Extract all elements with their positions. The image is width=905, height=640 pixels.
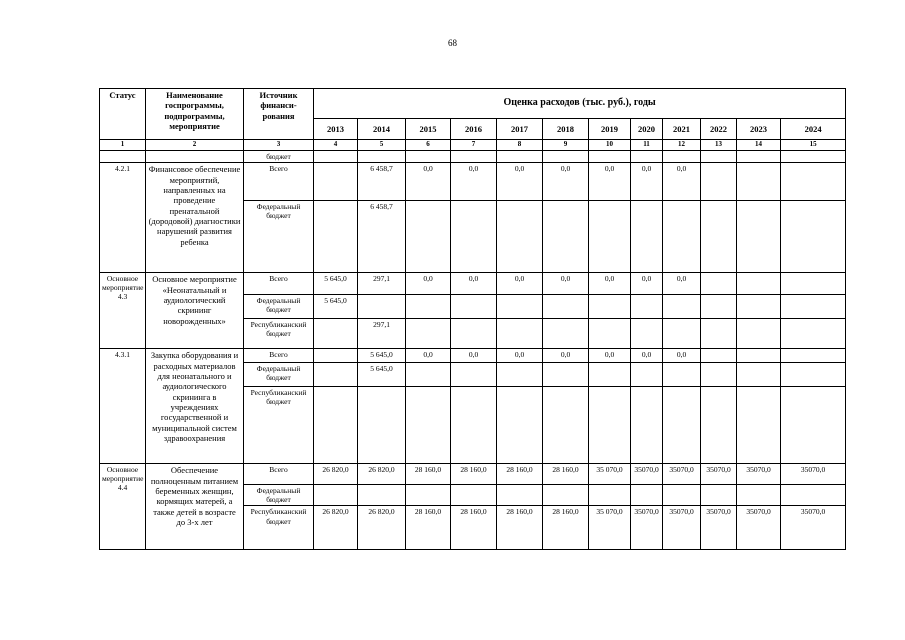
name-cell: Основное мероприятие «Неонатальный и аудиологический скрининг новорожденных» <box>146 273 244 349</box>
expense-table <box>99 88 846 550</box>
name-cell: Финансовое обеспечение мероприятий, направленных на проведение пренатальной (дородовой) диагностики нарушений развития ребенка <box>146 163 244 273</box>
value-cell: 0,0 <box>497 349 543 363</box>
value-cell <box>701 363 737 387</box>
value-cell <box>314 201 358 273</box>
status-cell: Основное мероприятие 4.4 <box>100 464 146 550</box>
column-number: 3 <box>244 140 314 151</box>
source-cell: Всего <box>244 163 314 201</box>
source-cell: Всего <box>244 464 314 485</box>
column-number: 9 <box>543 140 589 151</box>
value-cell <box>451 363 497 387</box>
value-cell <box>543 363 589 387</box>
value-cell <box>314 349 358 363</box>
value-cell: 297,1 <box>358 319 406 349</box>
status-cell: 4.2.1 <box>100 163 146 273</box>
column-number: 11 <box>631 140 663 151</box>
cont-status-cell <box>100 151 146 163</box>
value-cell <box>663 387 701 464</box>
value-cell <box>497 295 543 319</box>
cont-source-cell: бюджет <box>244 151 314 163</box>
value-cell <box>314 485 358 506</box>
value-cell: 35 070,0 <box>589 506 631 550</box>
table-body <box>100 89 846 550</box>
value-cell <box>406 319 451 349</box>
value-cell <box>631 387 663 464</box>
source-cell: Федеральный бюджет <box>244 201 314 273</box>
value-cell: 0,0 <box>406 349 451 363</box>
header-row <box>100 89 846 119</box>
value-cell <box>406 201 451 273</box>
value-cell: 28 160,0 <box>406 506 451 550</box>
value-cell <box>701 485 737 506</box>
column-number: 2 <box>146 140 244 151</box>
value-cell: 35070,0 <box>663 506 701 550</box>
value-cell <box>737 363 781 387</box>
value-cell: 35070,0 <box>631 506 663 550</box>
value-cell: 6 458,7 <box>358 163 406 201</box>
value-cell <box>543 485 589 506</box>
value-cell <box>451 319 497 349</box>
value-cell <box>497 201 543 273</box>
source-cell: Федеральный бюджет <box>244 363 314 387</box>
table-row <box>100 163 846 201</box>
column-number: 6 <box>406 140 451 151</box>
value-cell <box>543 295 589 319</box>
value-cell <box>781 273 846 295</box>
source-cell: Федеральный бюджет <box>244 485 314 506</box>
value-cell: 5 645,0 <box>314 295 358 319</box>
header-status: Статус <box>100 89 146 140</box>
value-cell <box>701 163 737 201</box>
value-cell: 35 070,0 <box>589 464 631 485</box>
value-cell: 35070,0 <box>737 464 781 485</box>
header-estimate: Оценка расходов (тыс. руб.), годы <box>314 89 846 119</box>
value-cell <box>497 363 543 387</box>
value-cell <box>737 349 781 363</box>
value-cell: 28 160,0 <box>406 464 451 485</box>
value-cell: 0,0 <box>451 163 497 201</box>
value-cell <box>451 485 497 506</box>
value-cell: 0,0 <box>406 273 451 295</box>
value-cell: 0,0 <box>451 349 497 363</box>
year-header: 2022 <box>701 119 737 140</box>
value-cell <box>737 163 781 201</box>
value-cell: 26 820,0 <box>314 506 358 550</box>
header-name: Наименование госпрограммы, подпрограммы, мероприятие <box>146 89 244 140</box>
value-cell <box>737 201 781 273</box>
value-cell <box>497 319 543 349</box>
year-header: 2013 <box>314 119 358 140</box>
value-cell: 35070,0 <box>631 464 663 485</box>
value-cell: 0,0 <box>631 273 663 295</box>
year-header: 2017 <box>497 119 543 140</box>
value-cell: 26 820,0 <box>358 506 406 550</box>
name-cell: Закупка оборудования и расходных материалов для неонатального и аудиологического скрининга в учреждениях государственной и муниципальной систем здравоохранения <box>146 349 244 464</box>
value-cell: 0,0 <box>631 163 663 201</box>
source-cell: Федеральный бюджет <box>244 295 314 319</box>
continuation-row <box>100 151 846 163</box>
column-number: 12 <box>663 140 701 151</box>
column-number: 7 <box>451 140 497 151</box>
value-cell: 0,0 <box>631 349 663 363</box>
value-cell <box>543 319 589 349</box>
value-cell <box>589 485 631 506</box>
value-cell: 0,0 <box>663 163 701 201</box>
source-cell: Всего <box>244 273 314 295</box>
value-cell: 0,0 <box>589 349 631 363</box>
value-cell: 5 645,0 <box>358 349 406 363</box>
value-cell <box>781 387 846 464</box>
year-header: 2015 <box>406 119 451 140</box>
value-cell <box>589 319 631 349</box>
value-cell: 35070,0 <box>737 506 781 550</box>
value-cell <box>589 201 631 273</box>
table-row <box>100 349 846 363</box>
value-cell <box>589 387 631 464</box>
value-cell <box>737 273 781 295</box>
value-cell <box>497 485 543 506</box>
column-number: 14 <box>737 140 781 151</box>
value-cell: 0,0 <box>589 273 631 295</box>
value-cell <box>314 319 358 349</box>
value-cell <box>663 363 701 387</box>
value-cell <box>781 295 846 319</box>
column-number: 8 <box>497 140 543 151</box>
value-cell <box>701 387 737 464</box>
value-cell <box>737 485 781 506</box>
value-cell <box>543 387 589 464</box>
page-number: 68 <box>448 38 457 48</box>
value-cell <box>406 295 451 319</box>
value-cell <box>358 485 406 506</box>
value-cell <box>631 319 663 349</box>
value-cell <box>406 387 451 464</box>
value-cell: 5 645,0 <box>314 273 358 295</box>
source-cell: Республиканский бюджет <box>244 387 314 464</box>
value-cell <box>781 363 846 387</box>
value-cell <box>451 387 497 464</box>
column-numbers-row <box>100 140 846 151</box>
value-cell: 28 160,0 <box>497 464 543 485</box>
value-cell <box>701 201 737 273</box>
table-row <box>100 464 846 485</box>
column-number: 10 <box>589 140 631 151</box>
expense-table-wrapper <box>99 88 845 550</box>
value-cell: 0,0 <box>406 163 451 201</box>
year-header: 2024 <box>781 119 846 140</box>
year-header: 2014 <box>358 119 406 140</box>
value-cell: 28 160,0 <box>451 506 497 550</box>
value-cell <box>781 349 846 363</box>
value-cell <box>358 295 406 319</box>
value-cell <box>543 201 589 273</box>
header-source: Источник финанси-рования <box>244 89 314 140</box>
value-cell: 5 645,0 <box>358 363 406 387</box>
name-cell: Обеспечение полноценным питанием беременных женщин, кормящих матерей, а также детей в возрасте до 3-х лет <box>146 464 244 550</box>
value-cell <box>737 295 781 319</box>
year-header: 2018 <box>543 119 589 140</box>
year-header: 2016 <box>451 119 497 140</box>
value-cell <box>314 163 358 201</box>
table-row <box>100 273 846 295</box>
year-header: 2020 <box>631 119 663 140</box>
value-cell <box>663 485 701 506</box>
value-cell <box>451 295 497 319</box>
year-header: 2019 <box>589 119 631 140</box>
value-cell <box>631 201 663 273</box>
column-number: 1 <box>100 140 146 151</box>
value-cell: 28 160,0 <box>451 464 497 485</box>
value-cell: 26 820,0 <box>358 464 406 485</box>
value-cell: 0,0 <box>543 349 589 363</box>
source-cell: Всего <box>244 349 314 363</box>
value-cell: 297,1 <box>358 273 406 295</box>
cont-name-cell <box>146 151 244 163</box>
value-cell <box>663 295 701 319</box>
value-cell <box>314 387 358 464</box>
value-cell <box>497 387 543 464</box>
value-cell <box>663 319 701 349</box>
value-cell <box>406 363 451 387</box>
value-cell: 0,0 <box>451 273 497 295</box>
value-cell <box>358 387 406 464</box>
value-cell <box>663 201 701 273</box>
value-cell: 0,0 <box>589 163 631 201</box>
value-cell: 0,0 <box>497 273 543 295</box>
value-cell: 35070,0 <box>701 506 737 550</box>
value-cell <box>406 485 451 506</box>
value-cell <box>701 295 737 319</box>
value-cell <box>781 485 846 506</box>
value-cell <box>631 295 663 319</box>
column-number: 13 <box>701 140 737 151</box>
column-number: 4 <box>314 140 358 151</box>
value-cell: 0,0 <box>497 163 543 201</box>
status-cell: 4.3.1 <box>100 349 146 464</box>
value-cell: 0,0 <box>543 273 589 295</box>
column-number: 5 <box>358 140 406 151</box>
value-cell: 0,0 <box>543 163 589 201</box>
value-cell <box>451 201 497 273</box>
year-header: 2023 <box>737 119 781 140</box>
value-cell <box>701 319 737 349</box>
value-cell <box>631 363 663 387</box>
value-cell <box>589 363 631 387</box>
value-cell <box>589 295 631 319</box>
value-cell: 35070,0 <box>701 464 737 485</box>
source-cell: Республиканский бюджет <box>244 506 314 550</box>
value-cell: 35070,0 <box>663 464 701 485</box>
value-cell <box>737 387 781 464</box>
value-cell <box>701 349 737 363</box>
value-cell: 28 160,0 <box>543 464 589 485</box>
value-cell <box>701 273 737 295</box>
value-cell: 0,0 <box>663 349 701 363</box>
value-cell: 35070,0 <box>781 464 846 485</box>
value-cell: 35070,0 <box>781 506 846 550</box>
value-cell: 28 160,0 <box>543 506 589 550</box>
value-cell: 0,0 <box>663 273 701 295</box>
source-cell: Республиканский бюджет <box>244 319 314 349</box>
value-cell: 26 820,0 <box>314 464 358 485</box>
value-cell: 6 458,7 <box>358 201 406 273</box>
year-header: 2021 <box>663 119 701 140</box>
value-cell <box>781 319 846 349</box>
value-cell <box>737 319 781 349</box>
value-cell: 28 160,0 <box>497 506 543 550</box>
value-cell <box>781 163 846 201</box>
value-cell <box>631 485 663 506</box>
value-cell <box>781 201 846 273</box>
value-cell <box>314 363 358 387</box>
column-number: 15 <box>781 140 846 151</box>
status-cell: Основное мероприятие 4.3 <box>100 273 146 349</box>
